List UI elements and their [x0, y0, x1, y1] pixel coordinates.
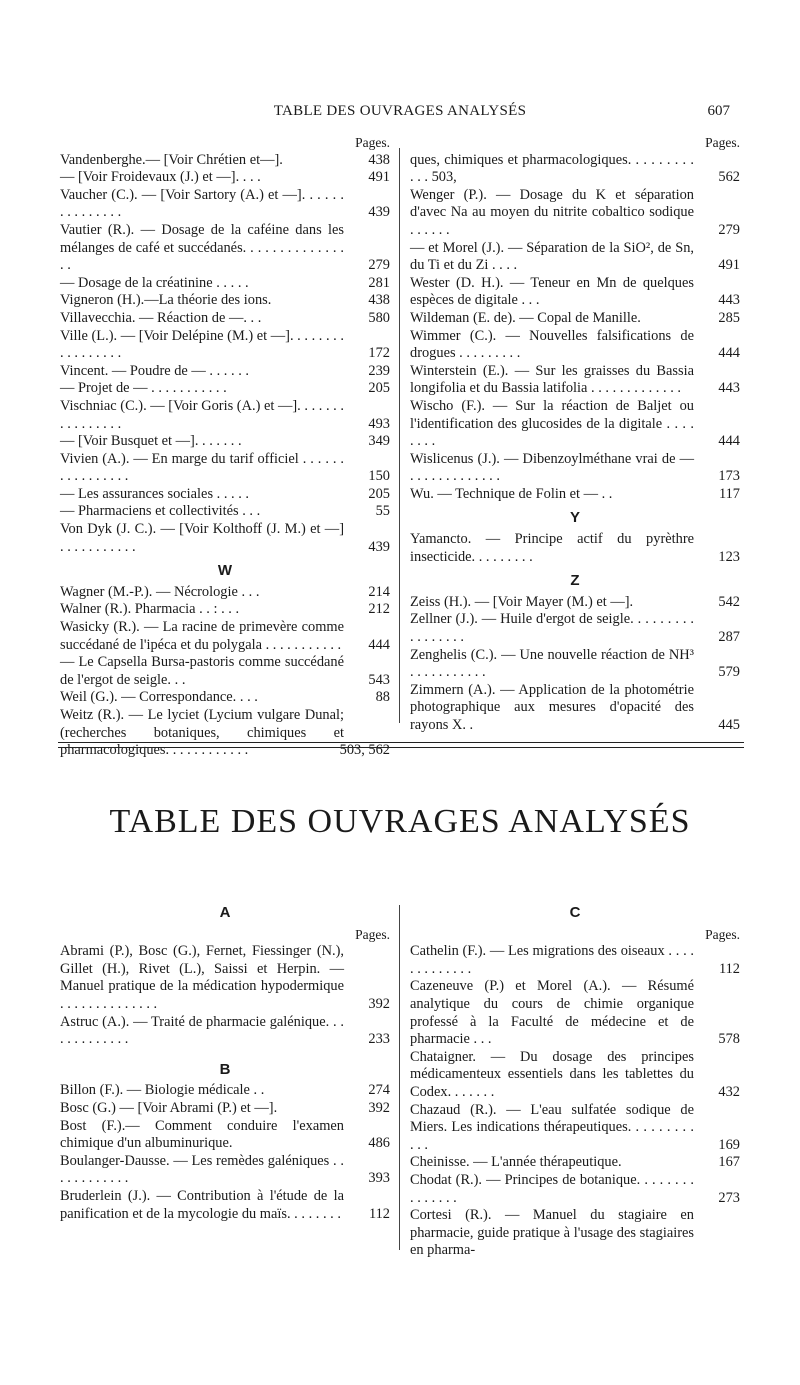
section-letter-a: A	[219, 904, 231, 921]
running-header-title: TABLE DES OUVRAGES ANALYSÉS	[273, 103, 527, 119]
entry-page: 393	[368, 1170, 390, 1187]
entry-text: — Le Capsella Bursa-pastoris comme succédané de l'ergot de seigle. . .	[60, 654, 344, 688]
index-entry	[60, 398, 390, 433]
entry-page: 205	[368, 380, 390, 397]
entry-page: 439	[368, 204, 390, 221]
index-entry	[60, 363, 390, 381]
index-entry	[60, 1082, 390, 1100]
entry-text: Wenger (P.). — Dosage du K et séparation d'avec Na au moyen du nitrite cobaltico sodique . . . . . .	[410, 186, 694, 238]
index-entry	[410, 275, 740, 310]
index-entry	[410, 594, 740, 612]
entry-text: — Dosage de la créatinine . . . . .	[60, 274, 249, 291]
entry-page: 503, 562	[339, 742, 390, 759]
entry-page: 239	[368, 362, 390, 379]
index-entry	[60, 584, 390, 602]
entry-page: 150	[368, 468, 390, 485]
entry-page: 392	[368, 1099, 390, 1116]
entry-text: Villavecchia. — Réaction de —. . .	[60, 309, 262, 326]
entry-text: Wasicky (R.). — La racine de primevère comme succédané de l'ipéca et du polygala . . . . . . . . . . .	[60, 619, 344, 653]
index-entry	[60, 601, 390, 619]
index-entry	[60, 433, 390, 451]
entry-text: Bosc (G.) — [Voir Abrami (P.) et —].	[60, 1099, 278, 1116]
entry-text: Cathelin (F.). — Les migrations des oiseaux . . . . . . . . . . . . .	[410, 943, 694, 977]
entry-page: 443	[718, 292, 740, 309]
entry-text: Astruc (A.). — Traité de pharmacie galénique. . . . . . . . . . . . .	[60, 1013, 344, 1048]
index-entry	[60, 1188, 390, 1223]
pages-label: Pages.	[705, 926, 740, 942]
pages-label: Pages.	[355, 135, 390, 150]
index-entry	[60, 222, 390, 275]
entry-page: 172	[368, 345, 390, 362]
entry-text: Ville (L.). — [Voir Delépine (M.) et —]. . . . . . . . . . . . . . . . .	[60, 327, 344, 362]
entry-page: 88	[375, 689, 390, 706]
entry-page: 491	[368, 169, 390, 186]
index-entry	[60, 1100, 390, 1118]
entry-text: Von Dyk (J. C.). — [Voir Kolthoff (J. M.) et —] . . . . . . . . . . .	[60, 521, 344, 555]
index-entry	[410, 978, 740, 1048]
entry-page: 205	[368, 485, 390, 502]
entry-page: 580	[368, 309, 390, 326]
pages-label: Pages.	[705, 135, 740, 150]
entry-text: Vigneron (H.).—La théorie des ions.	[60, 292, 272, 309]
entry-text: Cazeneuve (P.) et Morel (A.). — Résumé analytique du cours de chimie organique professé à la Faculté de médecine et de pharmacie . . .	[410, 978, 694, 1048]
entry-page: 493	[368, 415, 390, 432]
entry-page: 112	[368, 1205, 390, 1222]
entry-text: Zimmern (A.). — Application de la photométrie photographique aux mesures d'opacité des rayons X. .	[410, 681, 694, 733]
entry-text: Chodat (R.). — Principes de botanique. . . . . . . . . . . . . . .	[410, 1171, 694, 1206]
entry-text: Chataigner. — Du dosage des principes médicamenteux essentiels dans les tablettes du Codex. . . . . . .	[410, 1048, 694, 1100]
entry-text: Winterstein (E.). — Sur les graisses du Bassia longifolia et du Bassia latifolia . . . . . . . . . . . . .	[410, 362, 694, 397]
entry-text: Vincent. — Poudre de — . . . . . .	[60, 362, 249, 379]
entry-page: 444	[718, 433, 740, 450]
entry-text: Walner (R.). Pharmacia . . : . . .	[60, 601, 240, 618]
entry-text: Wislicenus (J.). — Dibenzoylméthane vrai de — . . . . . . . . . . . . .	[410, 450, 694, 485]
index-entry	[410, 187, 740, 240]
page-title: TABLE DES OUVRAGES ANALYSÉS	[109, 803, 691, 840]
separator-rule	[58, 742, 744, 743]
index-column-bottom-left	[60, 898, 390, 1223]
index-entry	[410, 1172, 740, 1207]
index-entry	[410, 1049, 740, 1102]
index-entry	[410, 531, 740, 566]
entry-text: — Projet de — . . . . . . . . . . .	[60, 380, 227, 397]
index-entry	[410, 486, 740, 504]
entry-text: Wagner (M.-P.). — Nécrologie . . .	[60, 583, 260, 600]
index-entry	[410, 363, 740, 398]
entry-text: Wischo (F.). — Sur la réaction de Baljet ou l'identification des glucosides de la digitale . . . . . . . .	[410, 397, 694, 450]
entry-text: Wimmer (C.). — Nouvelles falsifications de drogues . . . . . . . . .	[410, 327, 694, 362]
entry-text: ques, chimiques et pharmacologiques. . . . . . . . . . . . 503,	[410, 151, 694, 186]
entry-text: Wildeman (E. de). — Copal de Manille.	[410, 309, 641, 326]
index-entry	[60, 275, 390, 293]
entry-page: 279	[718, 221, 740, 238]
index-entry	[60, 1014, 390, 1049]
index-entry	[410, 1154, 740, 1172]
entry-page: 445	[718, 717, 740, 733]
entry-text: Vaucher (C.). — [Voir Sartory (A.) et —]. . . . . . . . . . . . . . .	[60, 186, 344, 221]
entry-text: Weil (G.). — Correspondance. . . .	[60, 689, 258, 706]
index-column-bottom-right	[410, 898, 740, 1260]
index-entry	[410, 611, 740, 646]
entry-page: 279	[368, 257, 390, 274]
index-entry	[60, 521, 390, 556]
entry-page: 578	[718, 1031, 740, 1048]
entry-page: 491	[718, 257, 740, 274]
entry-page: 112	[718, 960, 740, 977]
index-entry	[60, 619, 390, 654]
index-entry	[60, 486, 390, 504]
entry-page: 167	[718, 1154, 740, 1171]
index-entry	[410, 398, 740, 451]
entry-page: 281	[368, 274, 390, 291]
index-entry	[60, 152, 390, 170]
entry-page: 438	[368, 151, 390, 168]
entry-text: Chazaud (R.). — L'eau sulfatée sodique de Miers. Les indications thérapeutiques. . . . . . . . . . . .	[410, 1101, 694, 1153]
entry-page: 285	[718, 309, 740, 326]
index-entry	[60, 310, 390, 328]
entry-page: 117	[718, 485, 740, 502]
section-letter-b: B	[219, 1060, 231, 1078]
entry-text: Bruderlein (J.). — Contribution à l'étude de la panification et de la mycologie du maïs. . . . . . . .	[60, 1187, 344, 1222]
index-entry	[410, 451, 740, 486]
entry-page: 444	[368, 636, 390, 653]
entry-text: Zeiss (H.). — [Voir Mayer (M.) et —].	[410, 593, 634, 610]
index-entry	[410, 152, 740, 187]
entry-page: 486	[368, 1135, 390, 1152]
index-entry	[60, 707, 390, 760]
entry-text: Abrami (P.), Bosc (G.), Fernet, Fiessinger (N.), Gillet (H.), Rivet (L.), Saissi et Herpin. — Manuel pratique de la médication hypodermique . . . . . . . . . . . . . .	[60, 943, 344, 1012]
entry-page: 214	[368, 583, 390, 600]
index-entry	[60, 503, 390, 521]
entry-page: 349	[368, 433, 390, 450]
index-entry	[60, 689, 390, 707]
entry-page: 287	[718, 629, 740, 646]
entry-text: Zellner (J.). — Huile d'ergot de seigle. . . . . . . . . . . . . . . . .	[410, 611, 694, 646]
entry-page: 173	[718, 468, 740, 485]
section-letter-y: Y	[569, 509, 580, 527]
entry-text: Weitz (R.). — Le lyciet (Lycium vulgare Dunal; (recherches botaniques, chimiques et pharmacologiques. . . . . . . . . . . .	[60, 707, 344, 759]
entry-page: 432	[718, 1083, 740, 1100]
page-number: 607	[707, 103, 730, 119]
pages-label: Pages.	[355, 926, 390, 942]
entry-page: 542	[718, 593, 740, 610]
entry-page: 562	[718, 169, 740, 186]
index-entry	[410, 328, 740, 363]
entry-text: — [Voir Busquet et —]. . . . . . .	[60, 433, 242, 450]
entry-text: Bost (F.).— Comment conduire l'examen chimique d'un albuminurique.	[60, 1117, 344, 1152]
index-entry	[410, 943, 740, 978]
index-entry	[410, 647, 740, 682]
index-column-top-right	[410, 134, 740, 735]
entry-text: Wu. — Technique de Folin et — . .	[410, 485, 613, 502]
index-entry	[60, 328, 390, 363]
entry-page: 274	[368, 1082, 390, 1099]
entry-page: 543	[368, 671, 390, 688]
entry-text: — Les assurances sociales . . . . .	[60, 485, 250, 502]
entry-page: 579	[718, 664, 740, 681]
entry-page: 392	[368, 995, 390, 1012]
column-divider-top	[399, 148, 400, 723]
section-letter-w: W	[217, 562, 233, 580]
index-entry	[410, 1102, 740, 1155]
index-entry	[410, 310, 740, 328]
entry-page: 233	[368, 1031, 390, 1048]
index-entry	[60, 654, 390, 689]
entry-page: 438	[368, 292, 390, 309]
index-entry	[60, 1118, 390, 1153]
entry-page: 273	[718, 1189, 740, 1206]
entry-page: 55	[375, 503, 390, 520]
section-letter-c: C	[569, 904, 581, 921]
index-entry	[410, 240, 740, 275]
index-entry	[60, 169, 390, 187]
section-letter-z: Z	[570, 572, 580, 590]
entry-text: Vautier (R.). — Dosage de la caféine dans les mélanges de café et succédanés. . . . . . . . . . . . . . . .	[60, 221, 344, 274]
index-entry	[60, 380, 390, 398]
entry-page: 439	[368, 538, 390, 555]
entry-page: 169	[718, 1136, 740, 1153]
index-entry	[410, 1207, 740, 1260]
entry-page: 123	[718, 548, 740, 565]
index-column-top-left	[60, 134, 390, 760]
entry-text: — Pharmaciens et collectivités . . .	[60, 503, 261, 520]
entry-page: 212	[368, 601, 390, 618]
entry-text: Vivien (A.). — En marge du tarif officiel . . . . . . . . . . . . . . . .	[60, 450, 344, 485]
index-entry	[410, 682, 740, 735]
entry-text: Vischniac (C.). — [Voir Goris (A.) et —]. . . . . . . . . . . . . . . .	[60, 397, 344, 432]
entry-page: 443	[718, 380, 740, 397]
index-entry	[60, 1153, 390, 1188]
entry-text: Billon (F.). — Biologie médicale . .	[60, 1082, 265, 1099]
index-entry	[60, 451, 390, 486]
entry-text: — [Voir Froidevaux (J.) et —]. . . .	[60, 169, 261, 186]
entry-text: Vandenberghe.— [Voir Chrétien et—].	[60, 151, 283, 168]
entry-text: Cortesi (R.). — Manuel du stagiaire en pharmacie, guide pratique à l'usage des stagiaires en pharma-	[410, 1207, 694, 1259]
index-entry	[60, 292, 390, 310]
separator-rule	[58, 747, 744, 748]
index-entry	[60, 187, 390, 222]
entry-page: 444	[718, 345, 740, 362]
entry-text: Cheinisse. — L'année thérapeutique.	[410, 1154, 622, 1171]
entry-text: Wester (D. H.). — Teneur en Mn de quelques espèces de digitale . . .	[410, 274, 694, 309]
index-entry	[60, 943, 390, 1013]
entry-text: Zenghelis (C.). — Une nouvelle réaction de NH³ . . . . . . . . . . .	[410, 646, 694, 681]
entry-text: Boulanger-Dausse. — Les remèdes galéniques . . . . . . . . . . . .	[60, 1152, 344, 1187]
entry-text: Yamancto. — Principe actif du pyrèthre insecticide. . . . . . . . .	[410, 531, 694, 565]
column-divider-bottom	[399, 905, 400, 1250]
entry-text: — et Morel (J.). — Séparation de la SiO², de Sn, du Ti et du Zi . . . .	[410, 239, 694, 274]
